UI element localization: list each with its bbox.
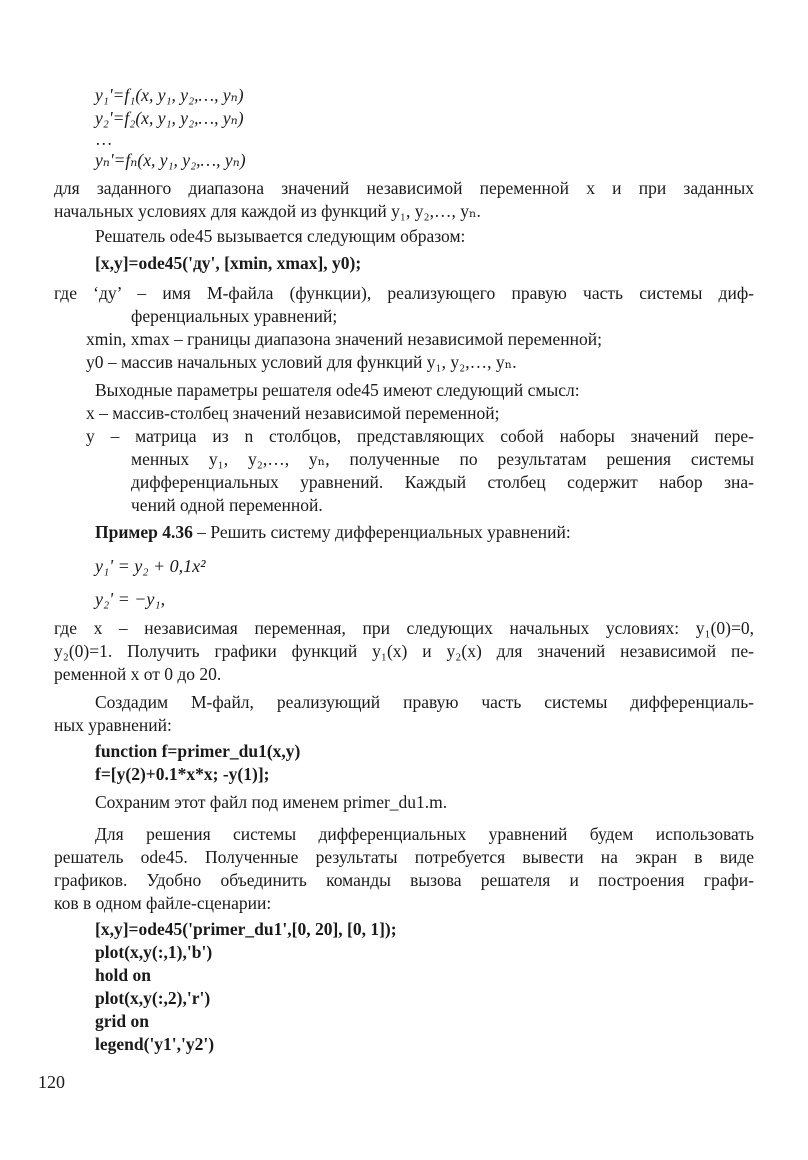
script-line-3: hold on [95,965,151,985]
outputs-intro: Выходные параметры решателя ode45 имеют следующий смысл: [95,380,580,400]
intro-line-2: начальных условиях для каждой из функций y₁, y₂,…, yₙ. [54,201,481,221]
example-task: – Решить систему дифференциальных уравнений: [192,522,571,542]
mfile-para-line-2: ных уравнений: [54,715,172,735]
mfile-para-line-1: Создадим М-файл, реализующий правую часть системы дифференциаль- [95,692,754,712]
mfile-save-text: Сохраним этот файл под именем primer_du1.m. [95,792,448,812]
equation-2: y₂' = −y₁, [95,589,166,609]
system-line-2: y₂'=f₂(x, y₁, y₂,…, yₙ) [95,108,244,128]
script-line-2: plot(x,y(:,1),'b') [95,942,213,962]
script-line-5: grid on [95,1011,149,1031]
solve-para-line-1: Для решения системы дифференциальных уравнений будем использовать [95,824,754,844]
script-line-4: plot(x,y(:,2),'r') [95,988,211,1008]
page-number: 120 [38,1072,65,1092]
call-text: Решатель ode45 вызывается следующим образом: [95,226,466,246]
example-where-line-2: y₂(0)=1. Получить графики функций y₁(x) и y₂(x) для значений независимой пе- [54,641,754,661]
script-line-1: [x,y]=ode45('primer_du1',[0, 20], [0, 1]); [95,919,397,939]
output-y-line-4: чений одной переменной. [131,495,323,515]
solve-para-line-3: графиков. Удобно объединить команды вызова решателя и построения графи- [54,870,754,890]
output-y-line-1: y – матрица из n столбцов, представляющих собой наборы значений пере- [86,426,754,446]
system-line-n: yₙ'=fₙ(x, y₁, y₂,…, yₙ) [95,150,246,170]
output-y-line-2: менных y₁, y₂,…, yₙ, полученные по результатам решения системы [131,449,754,469]
mfile-code-line-1: function f=primer_du1(x,y) [95,741,301,761]
example-where-line-1: где x – независимая переменная, при следующих начальных условиях: y₁(0)=0, [54,618,754,638]
param-dy-line-1: где ‘ду’ – имя М-файла (функции), реализующего правую часть системы диф- [54,283,754,303]
system-line-1: y₁'=f₁(x, y₁, y₂,…, yₙ) [95,85,244,105]
example-where-line-3: ременной x от 0 до 20. [54,664,222,684]
output-x: x – массив-столбец значений независимой переменной; [86,403,500,423]
output-y-line-3: дифференциальных уравнений. Каждый столбец содержит набор зна- [131,472,754,492]
param-dy-line-2: ференциальных уравнений; [131,306,338,326]
intro-line-1: для заданного диапазона значений независимой переменной x и при заданных [54,178,754,198]
solve-para-line-2: решатель ode45. Полученные результаты потребуется вывести на экран в виде [54,847,754,867]
example-heading [95,520,571,544]
call-code: [x,y]=ode45('ду', [xmin, xmax], y0); [95,253,362,273]
example-title: Пример 4.36 [95,522,193,542]
param-y0: y0 – массив начальных условий для функций y₁, y₂,…, yₙ. [86,352,517,372]
system-ellipsis: … [95,129,113,149]
mfile-code-line-2: f=[y(2)+0.1*x*x; -y(1)]; [95,764,270,784]
solve-para-line-4: ков в одном файле-сценарии: [54,893,272,913]
script-line-6: legend('y1','y2') [95,1034,215,1054]
param-xmin-xmax: xmin, xmax – границы диапазона значений независимой переменной; [86,329,602,349]
equation-1: y₁' = y₂ + 0,1x² [95,556,206,576]
